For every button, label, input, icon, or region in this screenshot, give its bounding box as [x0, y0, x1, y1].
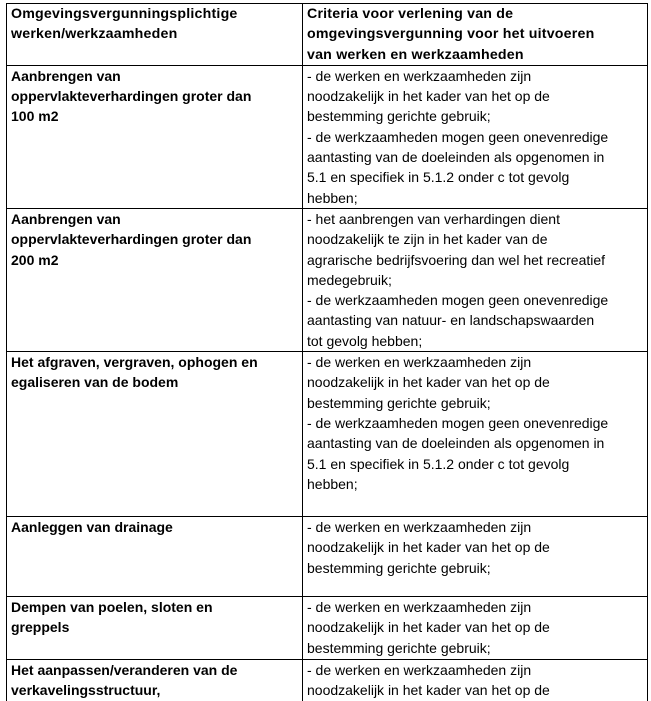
criteria-line: - het aanbrengen van verhardingen dient: [307, 210, 560, 227]
work-line: 100 m2: [11, 108, 59, 125]
work-line: 200 m2: [11, 251, 59, 268]
criteria-line: noodzakelijk in het kader van het op de: [307, 374, 550, 391]
header-criteria: [303, 4, 648, 66]
work-line: oppervlakteverhardingen groter dan: [11, 88, 252, 105]
criteria-line: 5.1 en specifiek in 5.1.2 onder c tot gevolg: [307, 169, 570, 186]
criteria-line: bestemming gerichte gebruik;: [307, 639, 491, 656]
criteria-line: - de werkzaamheden mogen geen onevenredige: [307, 414, 609, 431]
criteria-line: bestemming gerichte gebruik;: [307, 394, 491, 411]
criteria-line: - de werken en werkzaamheden zijn: [307, 67, 532, 84]
criteria-cell: [303, 597, 648, 660]
criteria-line: aantasting van natuur- en landschapswaarden: [307, 312, 595, 329]
criteria-line: - de werkzaamheden mogen geen onevenredige: [307, 292, 609, 309]
work-cell: [7, 517, 303, 597]
criteria-line: bestemming gerichte gebruik;: [307, 108, 491, 125]
criteria-line: - de werkzaamheden mogen geen onevenredige: [307, 128, 609, 145]
header-works-line: Omgevingsvergunningsplichtige: [11, 6, 238, 22]
work-line: verkavelingsstructuur,: [11, 682, 161, 699]
criteria-line: - de werken en werkzaamheden zijn: [307, 662, 532, 679]
criteria-line: noodzakelijk in het kader van het op de: [307, 88, 550, 105]
table-header-row: [7, 4, 648, 66]
criteria-line: bestemming gerichte gebruik;: [307, 559, 491, 576]
table-row: [7, 597, 648, 660]
work-line: Aanbrengen van: [11, 67, 121, 84]
work-line: oppervlakteverhardingen groter dan: [11, 231, 252, 248]
criteria-line: noodzakelijk in het kader van het op de: [307, 539, 550, 556]
work-cell: [7, 597, 303, 660]
criteria-line: medegebruik;: [307, 271, 392, 288]
work-line: Het afgraven, vergraven, ophogen en: [11, 354, 258, 371]
criteria-line: noodzakelijk in het kader van het op de: [307, 682, 550, 699]
criteria-cell: [303, 208, 648, 351]
work-cell: [7, 660, 303, 701]
criteria-line: - de werken en werkzaamheden zijn: [307, 519, 532, 536]
criteria-cell: [303, 65, 648, 208]
work-line: greppels: [11, 619, 70, 636]
criteria-line: hebben;: [307, 189, 358, 206]
header-criteria-line: van werken en werkzaamheden: [307, 46, 524, 63]
criteria-cell: [303, 660, 648, 701]
header-criteria-line: omgevingsvergunning voor het uitvoeren: [307, 26, 595, 43]
criteria-line: tot gevolg hebben;: [307, 332, 423, 349]
work-line: Aanleggen van drainage: [11, 519, 173, 536]
table-row: [7, 208, 648, 351]
permit-criteria-table: [6, 3, 648, 701]
criteria-line: hebben;: [307, 475, 358, 492]
table-row: [7, 352, 648, 517]
criteria-line: noodzakelijk te zijn in het kader van de: [307, 231, 548, 248]
criteria-line: - de werken en werkzaamheden zijn: [307, 599, 532, 616]
table-row: [7, 517, 648, 597]
criteria-line: aantasting van de doeleinden als opgenomen in: [307, 435, 605, 452]
criteria-line: 5.1 en specifiek in 5.1.2 onder c tot gevolg: [307, 455, 570, 472]
header-criteria-line: Criteria voor verlening van de: [307, 6, 514, 22]
criteria-cell: [303, 352, 648, 517]
work-line: Dempen van poelen, sloten en: [11, 599, 213, 616]
work-cell: [7, 208, 303, 351]
header-works-line: werken/werkzaamheden: [11, 26, 178, 43]
criteria-cell: [303, 517, 648, 597]
table-row: [7, 65, 648, 208]
work-line: egaliseren van de bodem: [11, 374, 179, 391]
table-row: [7, 660, 648, 701]
criteria-line: agrarische bedrijfsvoering dan wel het recreatief: [307, 251, 606, 268]
work-cell: [7, 352, 303, 517]
work-cell: [7, 65, 303, 208]
criteria-line: noodzakelijk in het kader van het op de: [307, 619, 550, 636]
header-works: [7, 4, 303, 66]
work-line: Aanbrengen van: [11, 210, 121, 227]
work-line: Het aanpassen/veranderen van de: [11, 662, 238, 679]
criteria-line: - de werken en werkzaamheden zijn: [307, 354, 532, 371]
criteria-line: aantasting van de doeleinden als opgenomen in: [307, 149, 605, 166]
